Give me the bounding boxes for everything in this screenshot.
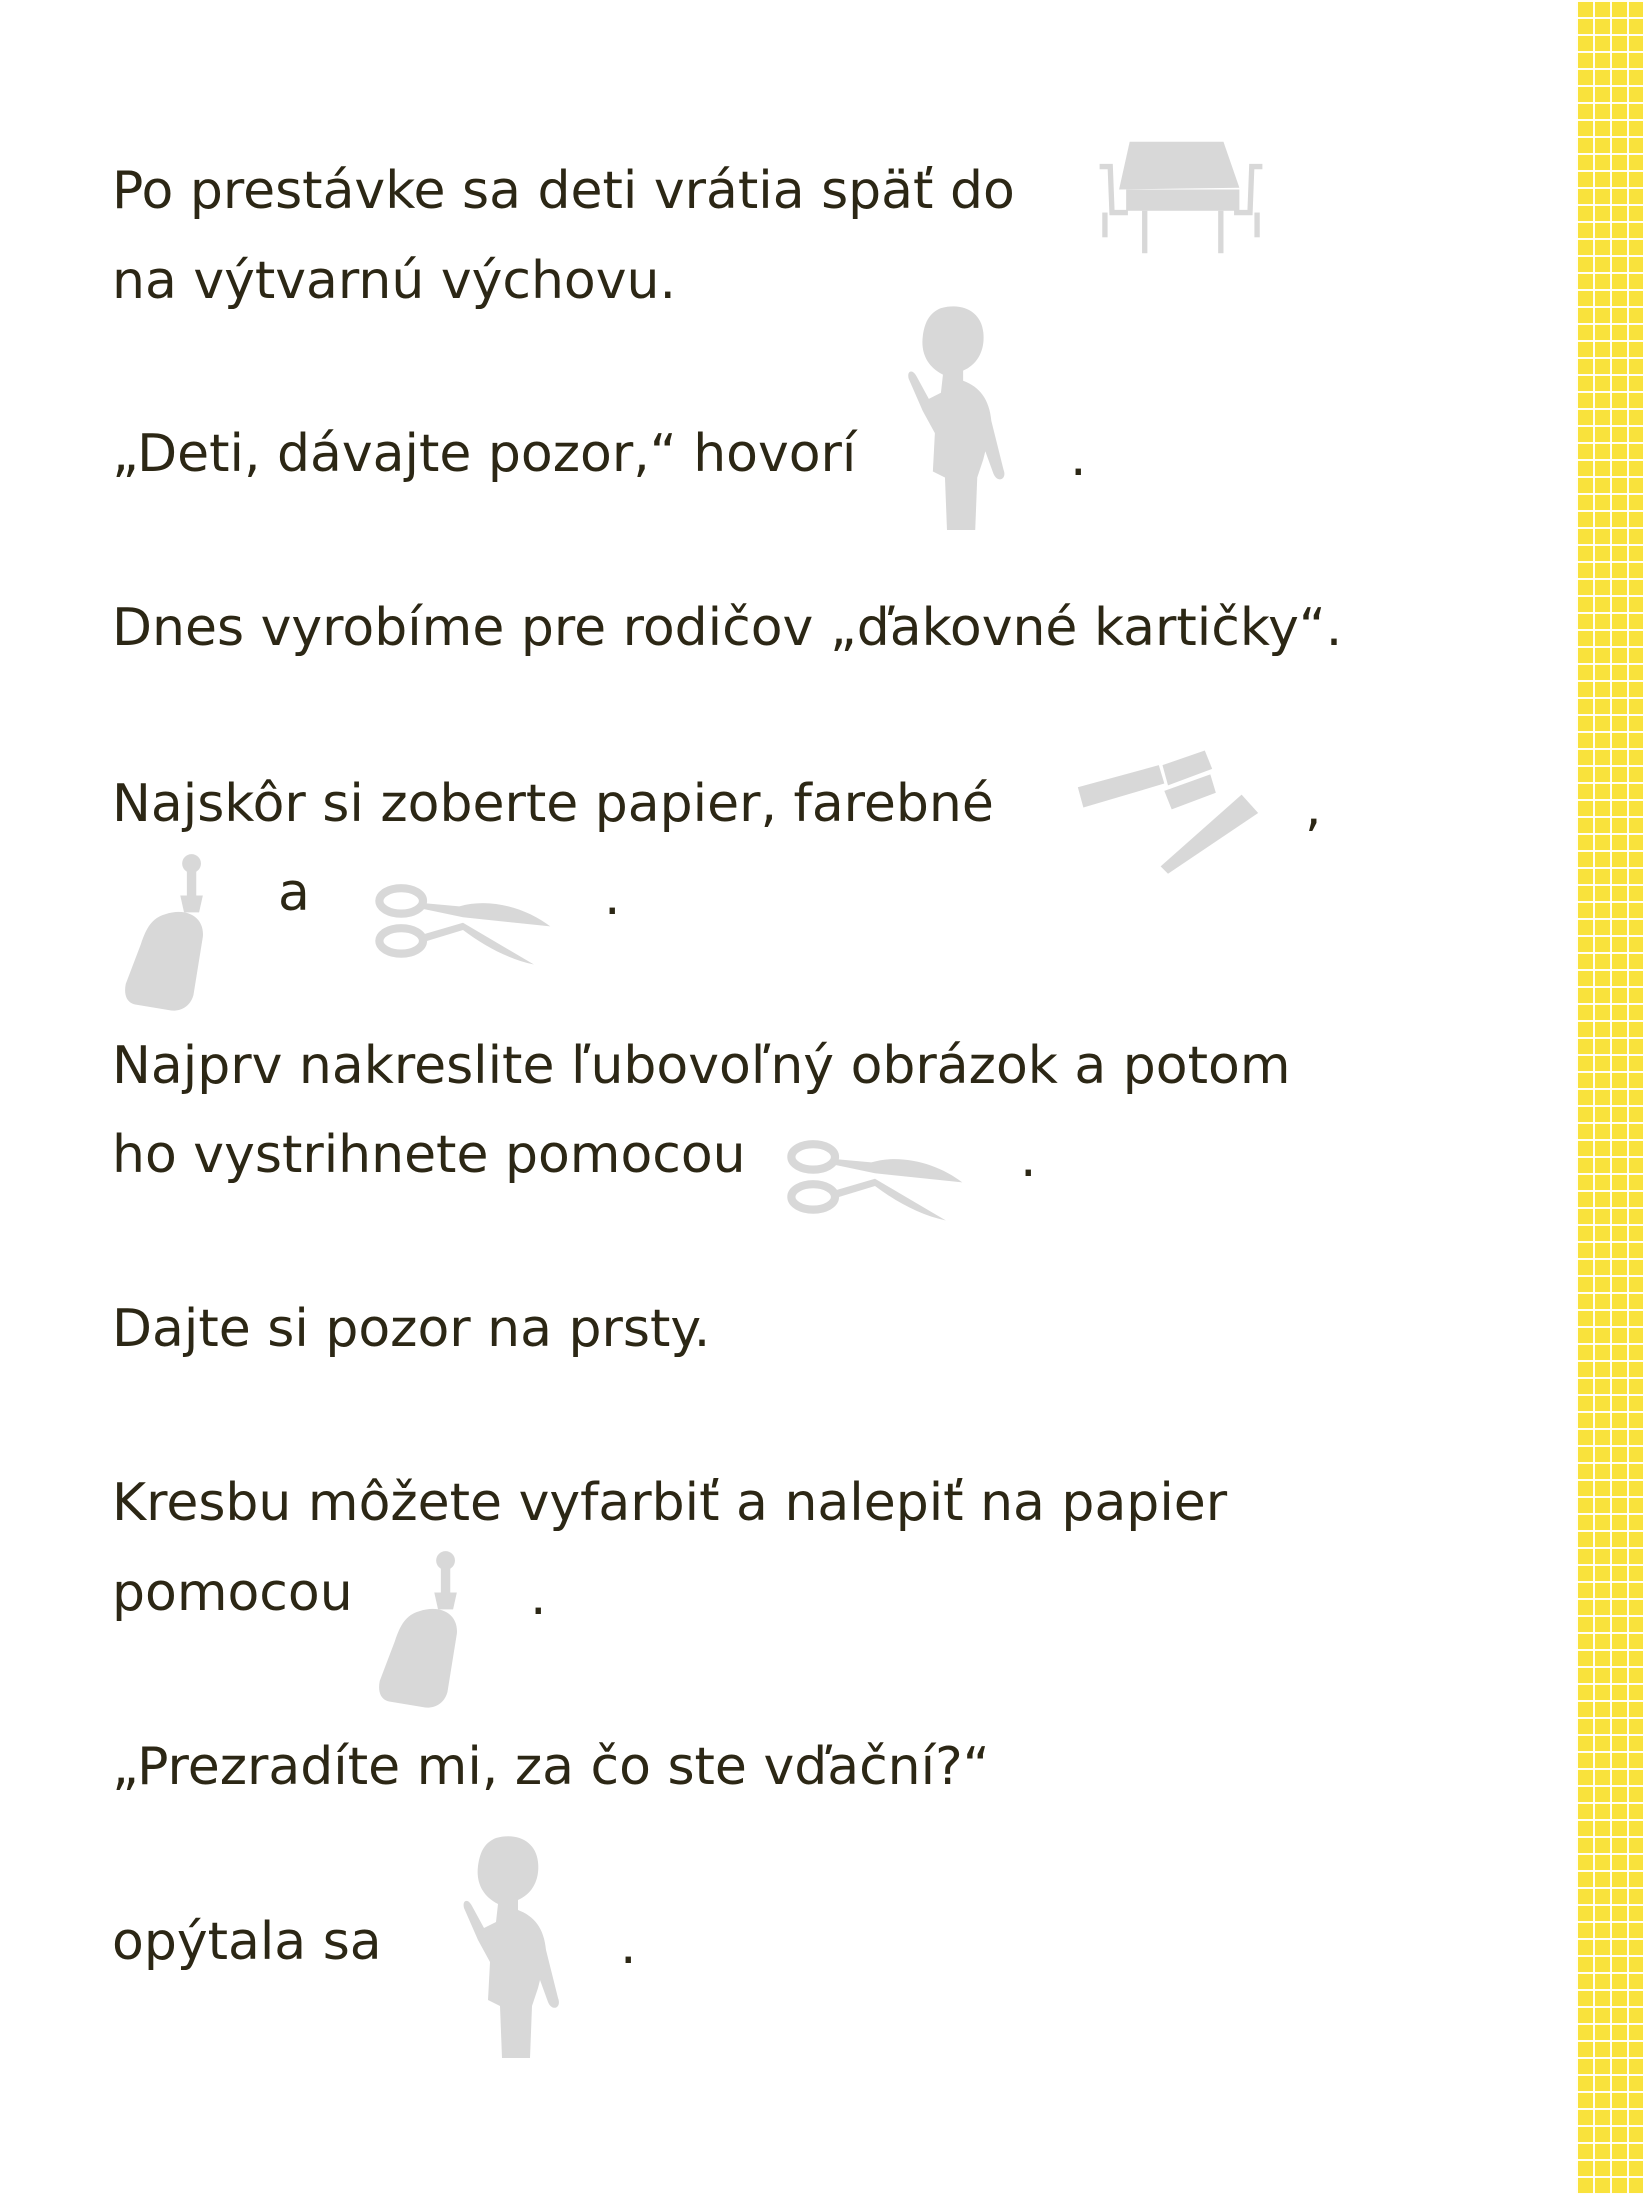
story-line-2: na výtvarnú výchovu. — [112, 251, 677, 311]
period-mark: . — [620, 1916, 637, 1976]
scissors-icon — [370, 870, 556, 970]
period-mark: . — [604, 867, 621, 927]
story-line-5: Najskôr si zoberte papier, farebné — [112, 774, 994, 834]
glue-bottle-icon — [122, 852, 216, 1016]
period-mark: . — [530, 1567, 547, 1627]
scissors-icon — [782, 1126, 968, 1226]
teacher-icon — [864, 300, 1034, 532]
glue-bottle-icon — [376, 1548, 470, 1714]
story-line-1: Po prestávke sa deti vrátia späť do — [112, 161, 1015, 221]
story-line-8: Dajte si pozor na prsty. — [112, 1299, 711, 1359]
classroom-desk-icon — [1086, 140, 1276, 255]
story-line-11: „Prezradíte mi, za čo ste vďační?“ — [112, 1737, 990, 1797]
comma-mark: , — [1305, 778, 1322, 838]
period-mark: . — [1020, 1129, 1037, 1189]
story-line-3: „Deti, dávajte pozor,“ hovorí — [112, 424, 857, 484]
story-line-6: Najprv nakreslite ľubovoľný obrázok a potom — [112, 1036, 1291, 1096]
crayons-icon — [1076, 748, 1260, 878]
yellow-grid-strip — [1576, 0, 1643, 2194]
story-line-4: Dnes vyrobíme pre rodičov „ďakovné kartičky“. — [112, 598, 1343, 658]
teacher-icon — [420, 1830, 588, 2060]
period-mark: . — [1070, 428, 1087, 488]
story-word-a: a — [278, 863, 310, 923]
story-line-7: ho vystrihnete pomocou — [112, 1125, 746, 1185]
story-line-9: Kresbu môžete vyfarbiť a nalepiť na papier — [112, 1473, 1228, 1533]
story-line-10: pomocou — [112, 1563, 353, 1623]
story-line-12: opýtala sa — [112, 1912, 382, 1972]
